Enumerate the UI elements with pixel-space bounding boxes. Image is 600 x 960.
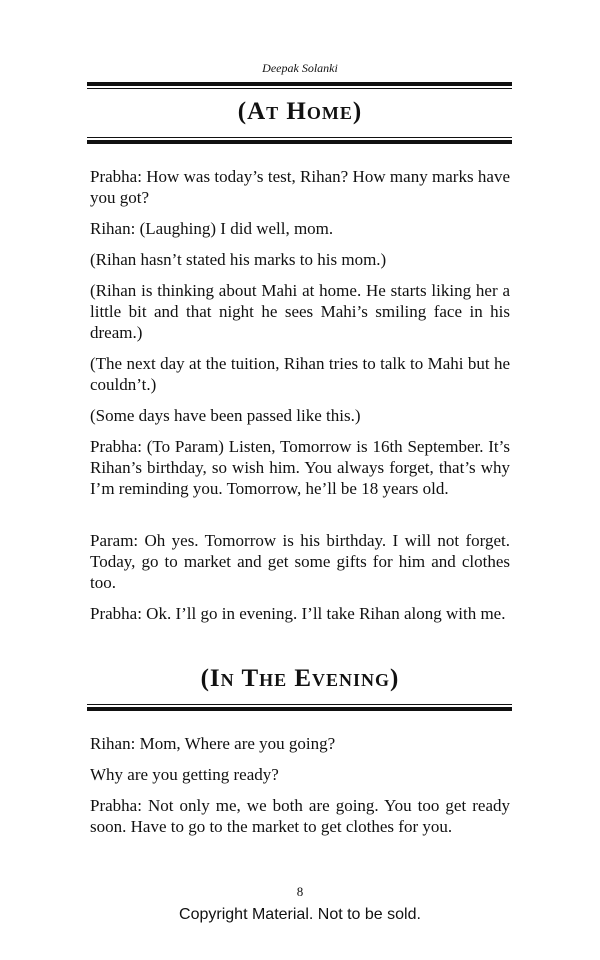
header-rule-thin [87, 88, 512, 89]
paragraph: (Some days have been passed like this.) [90, 406, 361, 425]
paragraph: Rihan: (Laughing) I did well, mom. [90, 219, 334, 238]
page-number: 8 [296, 884, 304, 899]
section-rule-thin [87, 704, 512, 705]
paragraph: Prabha: Not only me, we both are going. You too get ready soon. Have to go to the market to get clothes for you. [90, 796, 510, 836]
section-rule-thick [87, 140, 512, 144]
paragraph: Prabha: (To Param) Listen, Tomorrow is 16th September. It’s Rihan’s birthday, so wish him. You always forget, that’s why I’m reminding you. Tomorrow, he’ll be 18 years old. [90, 437, 510, 498]
paragraph: Param: Oh yes. Tomorrow is his birthday. I will not forget. Today, go to market and get some gifts for him and clothes too. [90, 531, 510, 592]
paragraph: Why are you getting ready? [90, 765, 279, 784]
paragraph: (Rihan hasn’t stated his marks to his mom.) [90, 250, 387, 269]
paragraph: Prabha: How was today’s test, Rihan? How many marks have you got? [90, 167, 510, 207]
paragraph: Rihan: Mom, Where are you going? [90, 734, 336, 753]
paragraph: Prabha: Ok. I’ll go in evening. I’ll take Rihan along with me. [90, 604, 506, 623]
section-rule-thin [87, 137, 512, 138]
header-rule [87, 82, 512, 86]
paragraph: (Rihan is thinking about Mahi at home. He starts liking her a little bit and that night he sees Mahi’s smiling face in his dream.) [90, 281, 510, 342]
running-header-author: Deepak Solanki [262, 61, 338, 75]
section-heading-in-the-evening: (In The Evening) [200, 665, 400, 692]
section-rule-thick [87, 707, 512, 711]
section-heading-at-home: (At Home) [237, 98, 363, 125]
paragraph: (The next day at the tuition, Rihan tries to talk to Mahi but he couldn’t.) [90, 354, 510, 394]
copyright-notice: Copyright Material. Not to be sold. [179, 906, 421, 923]
